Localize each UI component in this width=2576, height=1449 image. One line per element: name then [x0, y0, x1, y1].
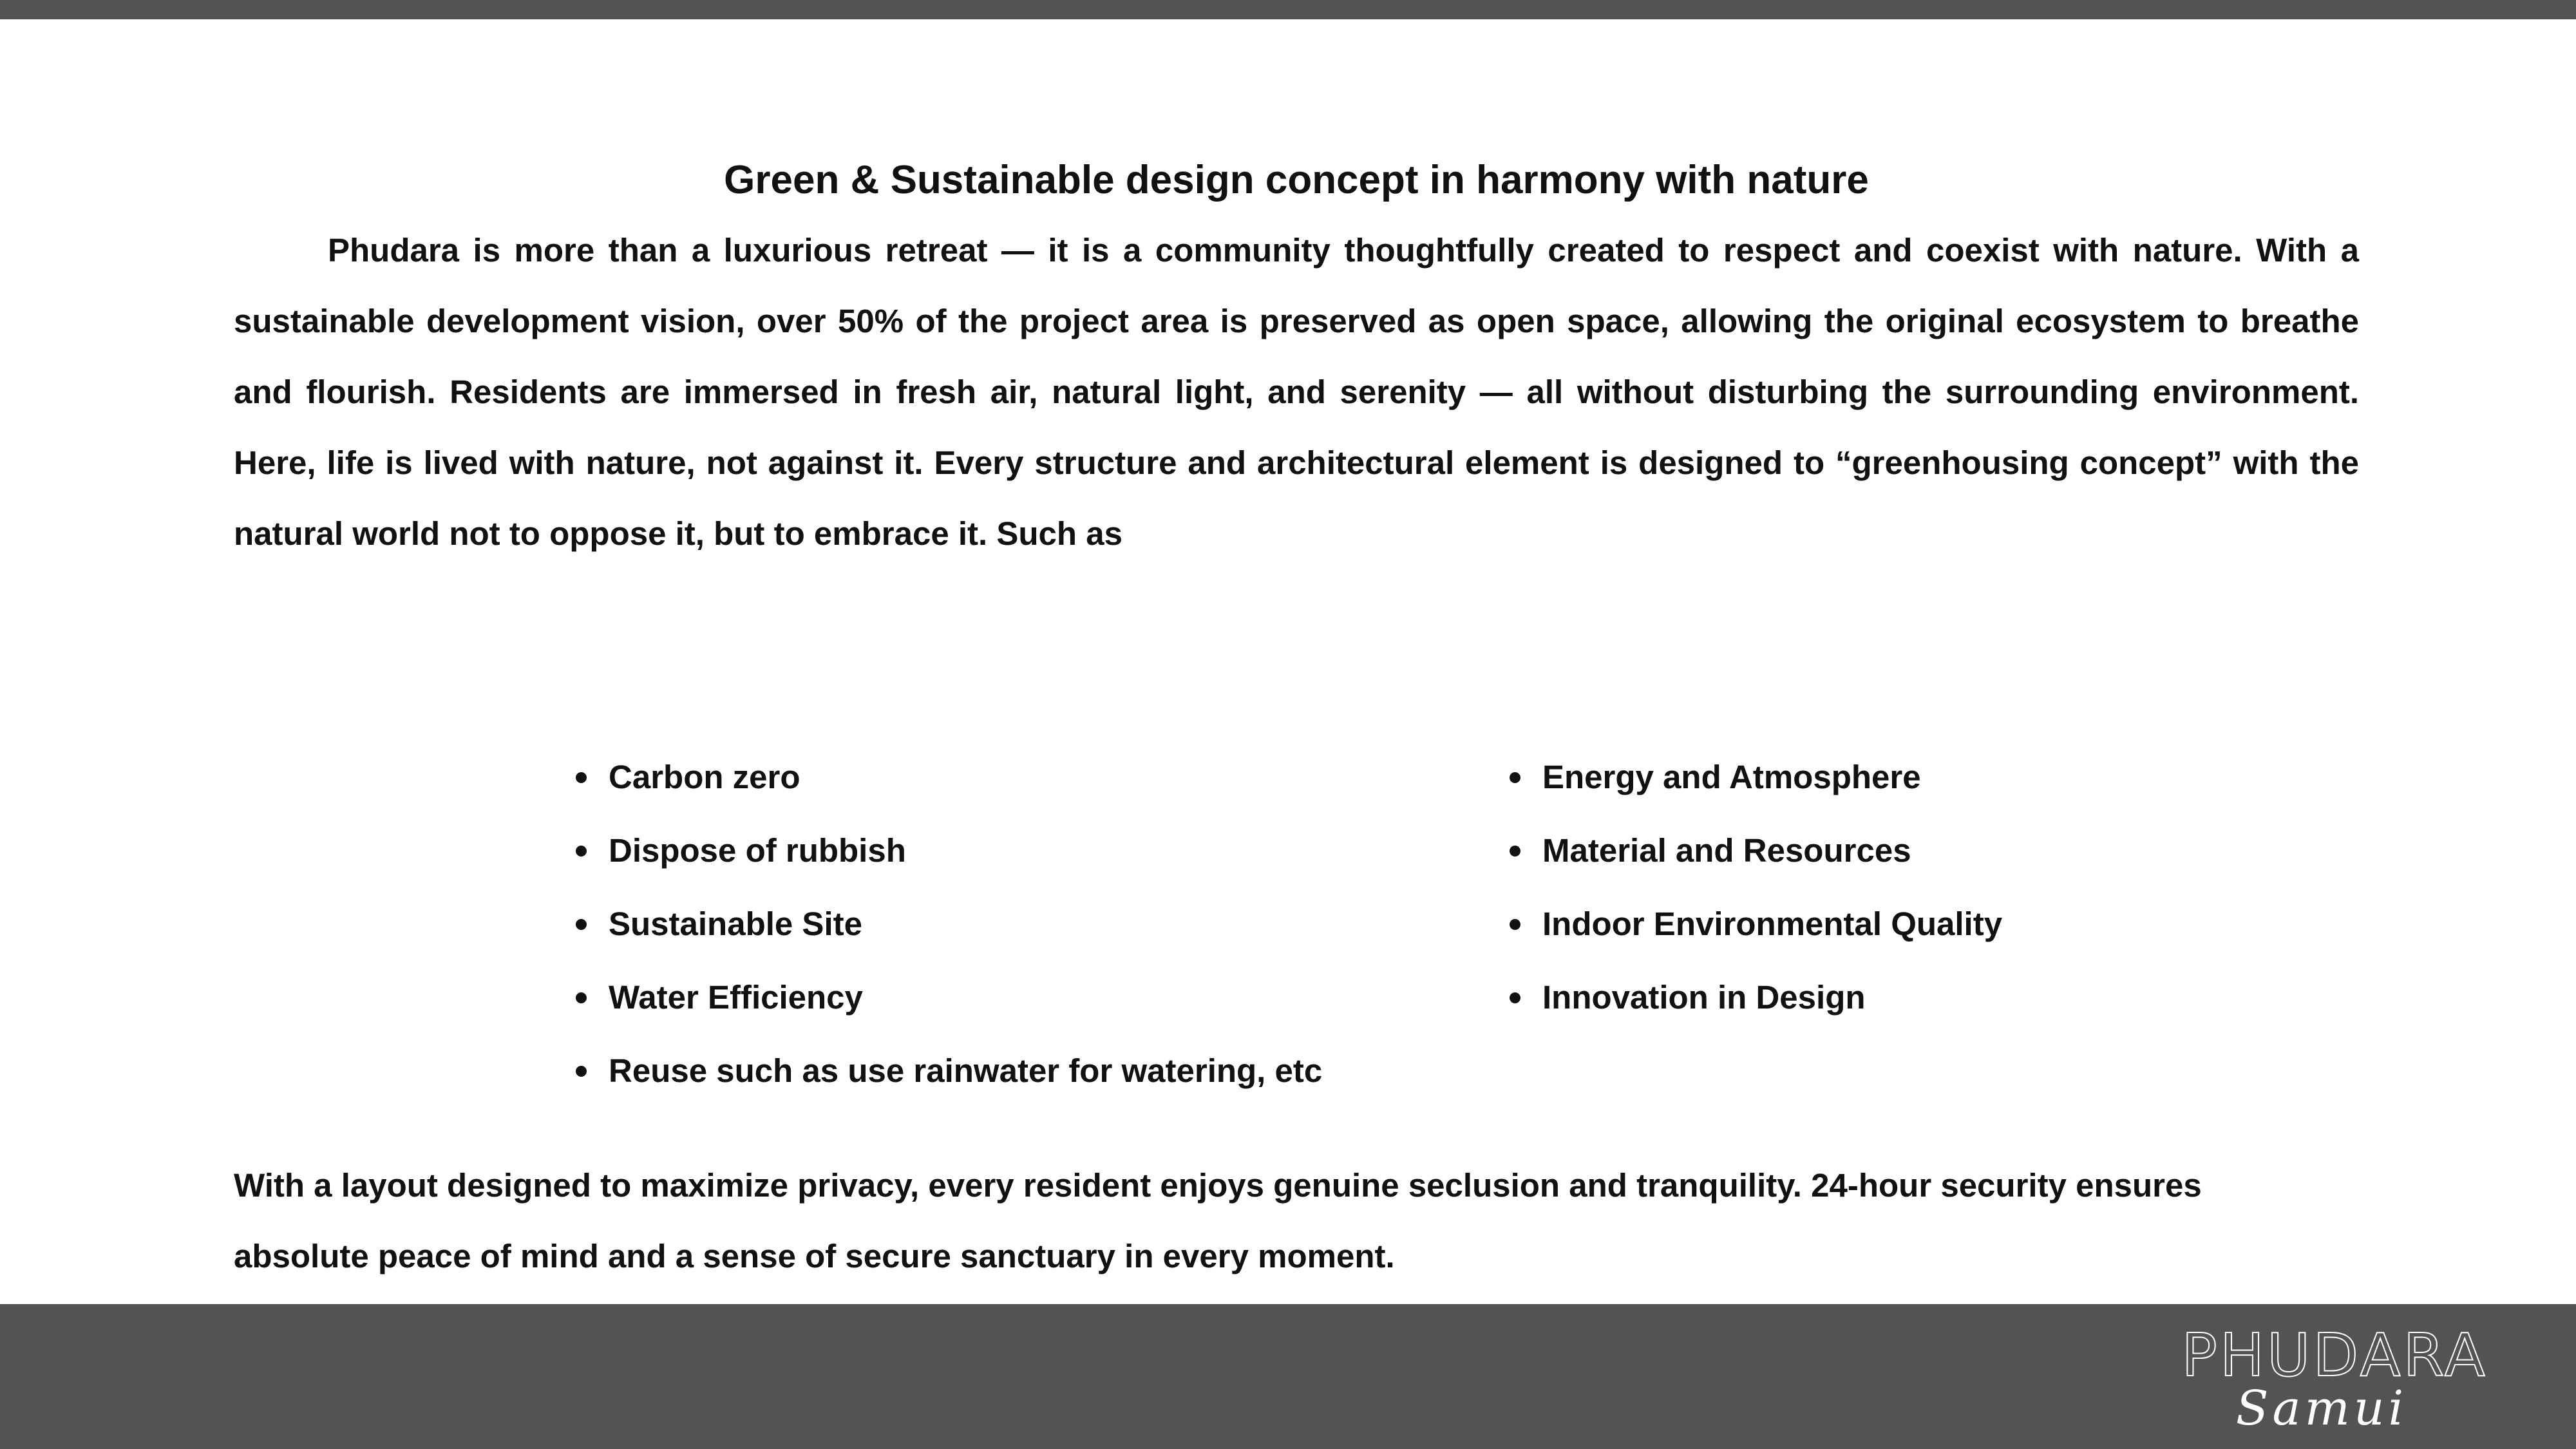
list-item: Indoor Environmental Quality — [1507, 887, 2002, 961]
feature-list-left — [573, 741, 1322, 1108]
logo-subtitle: Samui — [2235, 1381, 2408, 1436]
list-item: Carbon zero — [573, 741, 1322, 814]
list-item: Reuse such as use rainwater for watering, etc — [573, 1034, 1322, 1108]
top-bar — [0, 0, 2576, 19]
closing-paragraph — [234, 1150, 2359, 1292]
list-item: Innovation in Design — [1507, 961, 2002, 1034]
list-item: Dispose of rubbish — [573, 814, 1322, 887]
footer-bar — [0, 1304, 2576, 1449]
list-item: Water Efficiency — [573, 961, 1322, 1034]
closing-line: absolute peace of mind and a sense of secure sanctuary in every moment. — [234, 1238, 1395, 1274]
page-title: Green & Sustainable design concept in harmony with nature — [724, 158, 1869, 202]
list-item: Material and Resources — [1507, 814, 2002, 887]
feature-list-right — [1507, 741, 2002, 1034]
intro-paragraph: Phudara is more than a luxurious retreat — it is a community thoughtfully created to respect and coexist with nature. With a sustainable development vision, over 50% of the project area is preserved as open space, allowing the original ecosystem to breathe and flourish. Residents are immersed in fresh air, natural light, and serenity — all without disturbing the surrounding environment. Here, life is lived with nature, not against it. Every structure and architectural element is designed to “greenhousing concept” with the natural world not to oppose it, but to embrace it. Such as — [234, 232, 2359, 552]
logo-wordmark: PHUDARA — [2181, 1321, 2488, 1390]
closing-line: With a layout designed to maximize privacy, every resident enjoys genuine seclusion and tranquility. 24-hour security ensures — [234, 1167, 2202, 1204]
list-item: Energy and Atmosphere — [1507, 741, 2002, 814]
phudara-logo — [2167, 1321, 2502, 1436]
list-item: Sustainable Site — [573, 887, 1322, 961]
feature-list — [234, 741, 2359, 1114]
